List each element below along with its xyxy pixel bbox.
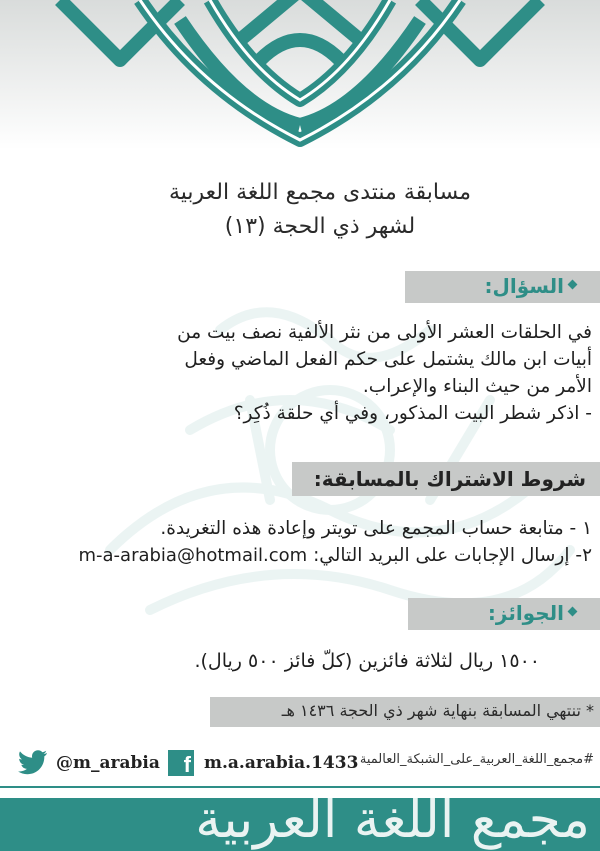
diamond-icon — [568, 607, 578, 617]
footer-calligraphy: مجمع اللغة العربية — [195, 798, 590, 850]
page-title — [0, 176, 600, 244]
prizes-heading: الجوائز: — [487, 601, 564, 625]
question-line: في الحلقات العشر الأولى من نثر الألفية نصف بيت من — [177, 322, 592, 343]
twitter-icon — [18, 750, 48, 776]
conditions-text — [78, 515, 592, 569]
condition-email-label: ٢- إرسال الإجابات على البريد التالي: — [313, 545, 592, 566]
question-line: أبيات ابن مالك يشتمل على حكم الفعل الماضي وفعل — [184, 349, 592, 370]
email-link[interactable]: m-a-arabia@hotmail.com — [78, 545, 308, 566]
deadline-note-bar — [210, 697, 600, 727]
footer-band — [0, 798, 600, 851]
conditions-heading: شروط الاشتراك بالمسابقة: — [313, 467, 586, 491]
question-header-bar — [405, 271, 600, 303]
question-text — [177, 319, 592, 427]
question-heading: السؤال: — [484, 274, 564, 298]
hashtag[interactable]: #مجمع_اللغة_العربية_على_الشبكة_العالمية — [359, 752, 594, 767]
condition-line — [78, 542, 592, 569]
facebook-handle-text: m.a.arabia.1433 — [204, 753, 359, 773]
title-line-1: مسابقة منتدى مجمع اللغة العربية — [168, 180, 471, 205]
diamond-icon — [568, 280, 578, 290]
footer-divider — [0, 786, 600, 788]
twitter-handle-text: @m_arabia — [56, 753, 160, 773]
condition-line: ١ - متابعة حساب المجمع على تويتر وإعادة هذه التغريدة. — [160, 518, 592, 539]
twitter-handle[interactable] — [18, 750, 160, 776]
conditions-header-bar — [292, 462, 600, 496]
prizes-text: ١٥٠٠ ريال لثلاثة فائزين (كلّ فائز ٥٠٠ ريال). — [194, 650, 540, 672]
prizes-header-bar — [408, 598, 600, 630]
facebook-icon: f — [168, 750, 194, 776]
question-line: الأمر من حيث البناء والإعراب. — [362, 376, 592, 397]
top-ornament — [0, 0, 600, 150]
facebook-handle[interactable] — [168, 750, 358, 776]
deadline-note: * تنتهي المسابقة بنهاية شهر ذي الحجة ١٤٣٦ هـ — [281, 701, 594, 720]
title-line-2: لشهر ذي الحجة (١٣) — [224, 214, 416, 239]
question-line: - اذكر شطر البيت المذكور، وفي أي حلقة ذُكِر؟ — [233, 403, 592, 424]
